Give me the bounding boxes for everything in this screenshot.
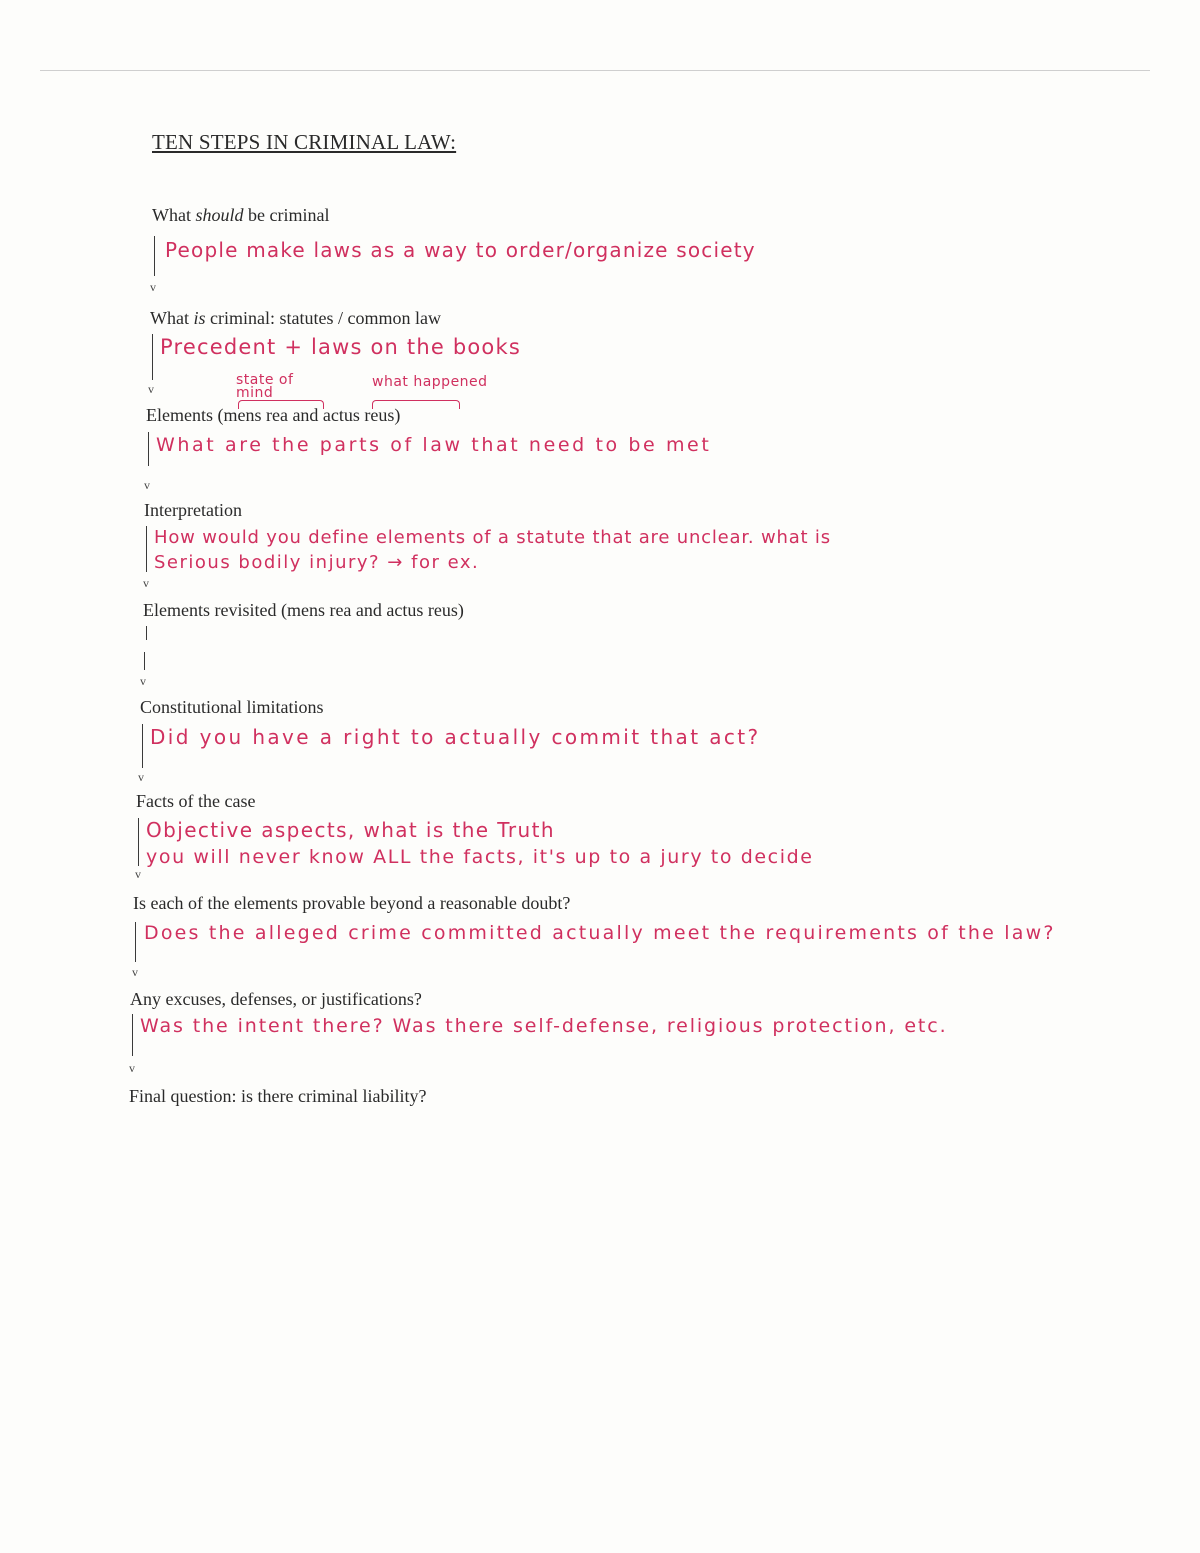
connector-line	[148, 432, 149, 466]
connector-line	[135, 922, 136, 962]
step-3-elements: Elements (mens rea and actus reus)	[146, 405, 401, 425]
step-8-provable-beyond-doubt: Is each of the elements provable beyond a reasonable doubt?	[133, 893, 571, 913]
annotation-step-4-line-2: Serious bodily injury? → for ex.	[154, 552, 480, 573]
annotation-what-happened: what happened	[372, 374, 488, 390]
annotation-step-6: Did you have a right to actually commit that act?	[150, 725, 761, 749]
step-9-excuses-defenses: Any excuses, defenses, or justifications?	[130, 989, 422, 1009]
step-5-elements-revisited: Elements revisited (mens rea and actus reus)	[143, 600, 464, 620]
step-1-what-should-be-criminal: What should be criminal	[152, 205, 330, 225]
step-6-constitutional-limitations: Constitutional limitations	[140, 697, 324, 717]
down-arrow-icon: v	[140, 674, 146, 688]
connector-line	[138, 818, 139, 866]
down-arrow-icon: v	[138, 770, 144, 784]
connector-line	[142, 724, 143, 768]
down-arrow-icon: v	[144, 478, 150, 492]
connector-line	[144, 652, 145, 670]
step-2-what-is-criminal: What is criminal: statutes / common law	[150, 308, 441, 328]
down-arrow-icon: v	[150, 280, 156, 294]
step-10-final-question: Final question: is there criminal liability?	[129, 1086, 427, 1106]
connector-line	[154, 236, 155, 276]
connector-line	[146, 626, 147, 640]
annotation-step-4-line-1: How would you define elements of a statute that are unclear. what is	[154, 527, 831, 548]
annotation-step-1: People make laws as a way to order/organize society	[165, 238, 756, 262]
connector-line	[152, 334, 153, 380]
down-arrow-icon: v	[135, 867, 141, 881]
annotation-state-of-mind: state of mind	[236, 372, 294, 401]
down-arrow-icon: v	[129, 1061, 135, 1075]
annotation-step-8: Does the alleged crime committed actually meet the requirements of the law?	[144, 922, 1056, 944]
step-7-facts-of-the-case: Facts of the case	[136, 791, 256, 811]
document-title: TEN STEPS IN CRIMINAL LAW:	[152, 130, 457, 154]
down-arrow-icon: v	[143, 576, 149, 590]
step-4-interpretation: Interpretation	[144, 500, 242, 520]
down-arrow-icon: v	[148, 382, 154, 396]
annotation-step-7-line-1: Objective aspects, what is the Truth	[146, 818, 555, 842]
down-arrow-icon: v	[132, 965, 138, 979]
scan-edge-line	[40, 70, 1150, 71]
annotation-step-7-line-2: you will never know ALL the facts, it's up to a jury to decide	[146, 846, 814, 868]
connector-line	[132, 1014, 133, 1056]
connector-line	[146, 526, 147, 572]
annotation-step-9: Was the intent there? Was there self-defense, religious protection, etc.	[140, 1015, 948, 1037]
annotation-step-2: Precedent + laws on the books	[160, 335, 521, 359]
annotation-step-3: What are the parts of law that need to be met	[156, 434, 712, 456]
